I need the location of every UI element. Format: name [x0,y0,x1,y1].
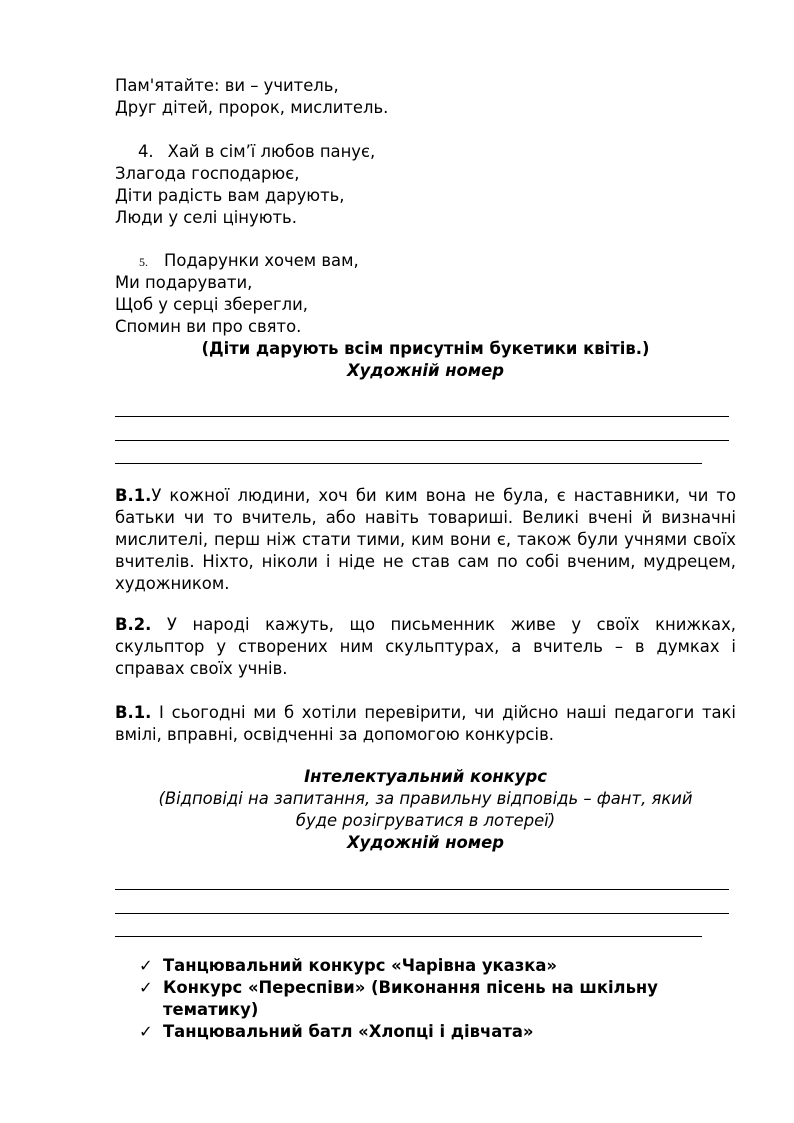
contest-note: буде розігруватися в лотереї) [295,811,556,830]
poem-line: Пам'ятайте: ви – учитель, [115,76,339,95]
contest-title: Інтелектуальний конкурс [304,767,547,786]
speaker-label: В.2. [115,615,152,634]
blank-line [115,440,729,441]
blank-line [115,416,729,417]
art-number-heading: Художній номер [346,361,505,380]
speaker-paragraph [115,614,736,680]
speaker-label: В.1. [115,486,152,505]
poem-line: Спомин ви про свято. [115,317,302,336]
check-icon: ✓ [139,1022,153,1041]
list-item-text: Конкурс «Переспіви» (Виконання пісень на шкільну [163,978,658,997]
contest-note: (Відповіді на запитання, за правильну відповідь – фант, який [158,789,693,808]
poem-line: Люди у селі цінують. [115,208,297,227]
list-item [139,1021,739,1043]
poem-line: Друг дітей, пророк, мислитель. [115,98,389,117]
list-item [139,977,739,1021]
paragraph-text: У народі кажуть, що письменник живе у своїх книжках, скульптор у створених ним скульптурах, а вчитель – в думках і справах своїх учнів. [115,615,736,678]
list-item-text: тематику) [163,1000,259,1019]
speaker-label: В.1. [115,703,152,722]
stage-direction: (Діти дарують всім присутнім букетики квітів.) [201,339,650,358]
speaker-paragraph [115,485,736,595]
list-item-text: Танцювальний конкурс «Чарівна указка» [163,956,557,975]
list-item-text: Танцювальний батл «Хлопці і дівчата» [163,1022,534,1041]
poem-line: Злагода господарює, [115,164,300,183]
check-icon: ✓ [139,978,153,997]
stanza-5-first-line [139,250,359,273]
poem-line: Щоб у серці зберегли, [115,295,308,314]
blank-line [115,913,729,914]
poem-line: Ми подарувати, [115,273,253,292]
art-number-heading: Художній номер [346,833,505,852]
poem-line: Подарунки хочем вам, [164,251,359,270]
blank-line [115,889,729,890]
speaker-paragraph [115,702,736,746]
blank-line [115,463,702,464]
list-item [139,955,739,977]
poem-line: Хай в сім’ї любов панує, [167,142,376,161]
blank-line [115,936,702,937]
stanza-number: 5. [139,255,148,269]
check-icon: ✓ [139,956,153,975]
paragraph-text: І сьогодні ми б хотіли перевірити, чи дійсно наші педагоги такі вмілі, вправні, освідченні за допомогою конкурсів. [115,703,736,744]
stanza-4-first-line [138,141,375,163]
stanza-number: 4. [138,142,154,161]
poem-line: Діти радість вам дарують, [115,186,345,205]
paragraph-text: У кожної людини, хоч би ким вона не була, є наставники, чи то батьки чи то вчитель, або навіть товариші. Великі вчені й визначні мислителі, перш ніж стати тими, ким вони є, також були учнями своїх вчителів. Ніхто, ніколи і ніде не став сам по собі вченим, мудрецем, художником. [115,486,736,593]
